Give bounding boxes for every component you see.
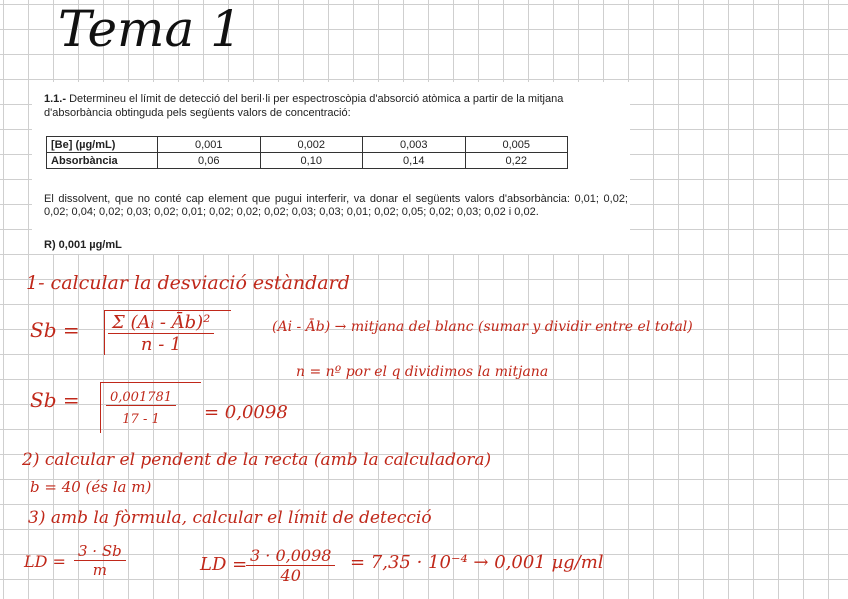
sb-result: = 0,0098 xyxy=(204,402,288,423)
sb-fraction xyxy=(108,312,214,355)
table-cell: 0,003 xyxy=(363,137,466,153)
ld-numerator: 3 · Sb xyxy=(74,542,126,561)
answer-text: R) 0,001 µg/mL xyxy=(44,239,122,251)
sb-calc-fraction xyxy=(106,390,176,427)
ld-fraction xyxy=(74,542,126,579)
table-cell: 0,002 xyxy=(260,137,363,153)
step2-note: 2) calcular el pendent de la recta (amb la calculadora) xyxy=(22,450,492,470)
ld-calc-numerator: 3 · 0,0098 xyxy=(246,546,335,566)
problem-statement xyxy=(44,92,628,120)
ld-calc-denominator: 40 xyxy=(280,566,301,585)
table-row xyxy=(47,137,568,153)
table-cell: 0,001 xyxy=(158,137,261,153)
ld-formula-label: LD = xyxy=(24,552,66,571)
table-cell: 0,06 xyxy=(158,153,261,169)
table-row xyxy=(47,153,568,169)
table-row-label: Absorbància xyxy=(47,153,158,169)
sb-numerator: Σ (Aᵢ - Āb)² xyxy=(108,312,214,334)
sb-calc-label: Sb = xyxy=(30,388,80,412)
ld-result: = 7,35 · 10⁻⁴ → 0,001 µg/ml xyxy=(350,552,604,573)
sb-denominator: n - 1 xyxy=(140,334,182,355)
step3-note: 3) amb la fòrmula, calcular el límit de detecció xyxy=(28,508,432,528)
problem-statement-block xyxy=(32,82,630,254)
solvent-text: El dissolvent, que no conté cap element que pugui interferir, va donar el següents valors d'absorbància: 0,01; 0,02; 0,02; 0,04; 0,02; 0,03; 0,02; 0,01; 0,02; 0,02; 0,02; 0,03; 0,03; 0,01; 0,02; 0,05; 0,02; 0,03; 0,02 i 0,02. xyxy=(44,193,628,218)
table-row-label: [Be] (µg/mL) xyxy=(47,137,158,153)
n-note: n = nº por el q dividimos la mitjana xyxy=(296,364,549,380)
problem-text: Determineu el límit de detecció del beril·li per espectroscòpia d'absorció atòmica a partir de la mitjana d'absorbància obtinguda pels següents valors de concentració: xyxy=(44,93,564,119)
ld-denominator: m xyxy=(92,561,107,579)
table-cell: 0,10 xyxy=(260,153,363,169)
slope-value: b = 40 (és la m) xyxy=(30,478,152,496)
problem-number: 1.1.- xyxy=(44,93,67,105)
concentration-table xyxy=(46,136,568,169)
table-cell: 0,22 xyxy=(465,153,568,169)
sb-calc-numerator: 0,001781 xyxy=(106,390,176,406)
sb-calc-denominator: 17 - 1 xyxy=(122,412,160,427)
ld-calc-fraction xyxy=(246,546,335,585)
table-cell: 0,005 xyxy=(465,137,568,153)
page-title: Tema 1 xyxy=(58,0,242,58)
table-cell: 0,14 xyxy=(363,153,466,169)
ld-calc-label: LD = xyxy=(200,554,248,575)
sb-formula-label: Sb = xyxy=(30,318,80,342)
blank-note: (Ai - Āb) → mitjana del blanc (sumar y dividir entre el total) xyxy=(272,319,693,335)
step1-note: 1- calcular la desviació estàndard xyxy=(26,272,350,294)
